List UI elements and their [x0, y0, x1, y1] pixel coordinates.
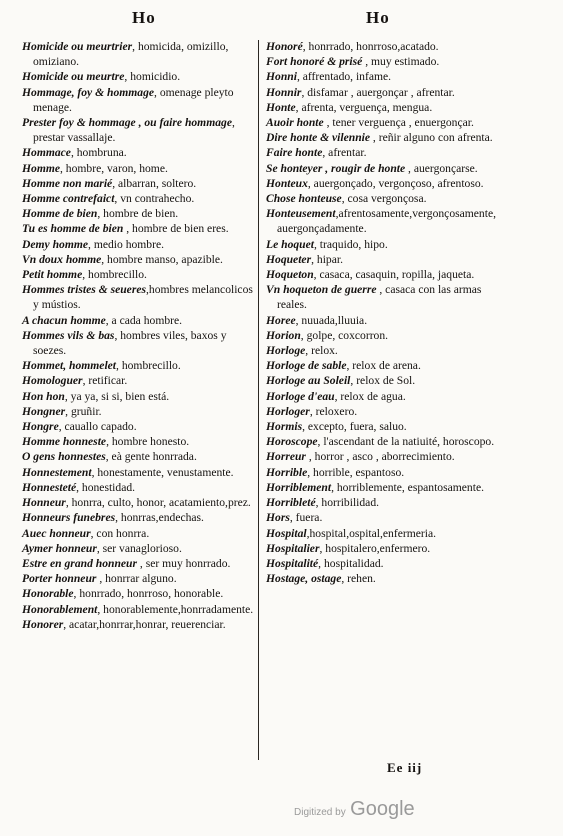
entry-definition: , golpe, coxcorron.: [300, 328, 389, 342]
entry-definition: , homicidio.: [124, 70, 181, 84]
entry-definition: , hipar.: [311, 252, 343, 266]
dictionary-entry: [266, 39, 506, 54]
dictionary-entry: [266, 313, 506, 328]
entry-headword: Tu es homme de bien: [22, 222, 124, 236]
entry-headword: Horriblement: [266, 480, 332, 494]
entry-headword: Honteusement: [266, 207, 336, 221]
entry-definition: , casaca, casaquin, ropilla, jaqueta.: [313, 268, 475, 282]
entry-definition: , cosa vergonçosa.: [341, 192, 427, 206]
dictionary-entry: [22, 419, 254, 434]
entry-headword: Hospital: [266, 526, 307, 540]
dictionary-entry: [22, 586, 254, 601]
entry-headword: Horribleté: [266, 496, 316, 510]
dictionary-entry: [22, 237, 254, 252]
entry-headword: Homologuer: [22, 374, 83, 388]
entry-definition: , reloxero.: [309, 404, 358, 418]
entry-definition: , albarran, soltero.: [112, 176, 197, 190]
dictionary-entry: [266, 267, 506, 282]
dictionary-entry: [266, 85, 506, 100]
entry-definition: , afrentar.: [322, 146, 367, 160]
entry-headword: Vn doux homme: [22, 252, 102, 266]
entry-headword: Horoscope: [266, 435, 318, 449]
entry-definition: , ya ya, si si, bien está.: [64, 389, 170, 403]
entry-definition: , reñir alguno con afrenta.: [370, 131, 493, 145]
dictionary-entry: [266, 571, 506, 586]
dictionary-entry: [22, 39, 254, 69]
entry-headword: Estre en grand honneur: [22, 556, 138, 570]
entry-headword: Fort honoré & prisé: [266, 55, 363, 69]
entry-definition: , hombruna.: [70, 146, 127, 160]
dictionary-entry: [266, 130, 506, 145]
entry-headword: Hoqueter: [266, 252, 312, 266]
entry-headword: Hors: [266, 511, 290, 525]
entry-headword: Se honteyer , rougir de honte: [266, 161, 406, 175]
entry-headword: Homicide ou meurtre: [22, 70, 125, 84]
entry-headword: Hospitalier: [266, 541, 320, 555]
entry-definition: , honrrado, honrroso,acatado.: [302, 40, 439, 53]
dictionary-entry: [266, 389, 506, 404]
entry-headword: Horee: [266, 313, 296, 327]
entry-definition: , honrrado, honrroso, honorable.: [73, 587, 224, 601]
entry-definition: , hombre de bien.: [97, 207, 179, 221]
dictionary-entry: [266, 343, 506, 358]
entry-headword: Horloge au Soleil: [266, 374, 351, 388]
signature-mark: Ee iij: [387, 760, 423, 775]
entry-definition: , honestamente, venustamente.: [91, 465, 234, 479]
dictionary-entry: [266, 419, 506, 434]
entry-headword: Vn hoqueton de guerre: [266, 283, 377, 297]
dictionary-entry: [22, 541, 254, 556]
dictionary-entry: [22, 617, 254, 632]
dictionary-entry: [266, 100, 506, 115]
entry-definition: , hospitalero,enfermero.: [319, 541, 431, 555]
entry-definition: , traquido, hipo.: [313, 237, 388, 251]
entry-definition: , retificar.: [82, 374, 128, 388]
entry-definition: , fuera.: [289, 511, 323, 525]
entry-headword: Honnir: [266, 85, 302, 99]
running-head-right: Ho: [366, 8, 390, 27]
dictionary-entry: [22, 602, 254, 617]
dictionary-entry: [266, 54, 506, 69]
dictionary-entry: [22, 495, 254, 510]
entry-definition: , hombre honesto.: [106, 435, 190, 449]
entry-headword: Homme: [22, 161, 60, 175]
entry-headword: Hommet, hommelet: [22, 359, 117, 373]
entry-definition: , hombrecillo.: [116, 359, 181, 373]
entry-definition: ,hospital,ospital,enfermeria.: [306, 526, 437, 540]
entry-definition: , cauallo capado.: [58, 420, 137, 434]
dictionary-entry: [22, 206, 254, 221]
dictionary-entry: [266, 404, 506, 419]
entry-headword: Honorer: [22, 617, 64, 631]
right-column: [266, 39, 506, 586]
entry-definition: , relox.: [305, 344, 338, 358]
dictionary-entry: [22, 282, 254, 312]
entry-definition: , hombrecillo.: [82, 268, 147, 282]
entry-definition: , honrrar alguno.: [96, 572, 177, 586]
entry-headword: Porter honneur: [22, 572, 97, 586]
entry-headword: Honneur: [22, 496, 66, 510]
entry-headword: Horloge d'eau: [266, 389, 335, 403]
entry-definition: , honestidad.: [76, 480, 136, 494]
dictionary-entry: [266, 465, 506, 480]
dictionary-entry: [22, 465, 254, 480]
entry-headword: Aymer honneur: [22, 541, 97, 555]
entry-definition: , tener verguença , enuergonçar.: [323, 116, 474, 130]
dictionary-entry: [266, 176, 506, 191]
entry-headword: Honoré: [266, 40, 303, 53]
dictionary-entry: [22, 176, 254, 191]
entry-definition: , nuuada,lluuia.: [295, 313, 368, 327]
dictionary-entry: [22, 145, 254, 160]
entry-definition: , medio hombre.: [88, 237, 165, 251]
dictionary-entry: [22, 221, 254, 236]
entry-definition: , horriblemente, espantosamente.: [331, 480, 484, 494]
dictionary-entry: [22, 373, 254, 388]
dictionary-entry: [22, 404, 254, 419]
entry-definition: , rehen.: [341, 572, 376, 586]
entry-definition: , vn contrahecho.: [114, 192, 195, 206]
dictionary-entry: [266, 358, 506, 373]
entry-headword: Hommes vils & bas: [22, 328, 115, 342]
entry-definition: , hombres viles, baxos y soezes.: [33, 328, 227, 358]
dictionary-entry: [266, 449, 506, 464]
column-divider: [258, 40, 259, 760]
entry-definition: , hospitalidad.: [318, 556, 384, 570]
dictionary-entry: [22, 69, 254, 84]
dictionary-entry: [266, 526, 506, 541]
entry-headword: Honnesteté: [22, 480, 77, 494]
entry-headword: Hommace: [22, 146, 71, 160]
entry-headword: Hongner: [22, 404, 66, 418]
dictionary-entry: [22, 449, 254, 464]
entry-headword: Demy homme: [22, 237, 89, 251]
entry-definition: , gruñir.: [65, 404, 102, 418]
dictionary-entry: [22, 556, 254, 571]
dictionary-entry: [266, 556, 506, 571]
entry-definition: , casaca con las armas reales.: [277, 283, 482, 312]
dictionary-entry: [266, 237, 506, 252]
dictionary-entry: [22, 267, 254, 282]
entry-definition: , horrible, espantoso.: [307, 465, 405, 479]
entry-definition: , muy estimado.: [362, 55, 440, 69]
dictionary-entry: [266, 510, 506, 525]
entry-definition: , honorablemente,honrradamente.: [97, 602, 254, 616]
entry-definition: , eà gente honrrada.: [105, 450, 197, 464]
entry-definition: , prestar vassallaje.: [33, 116, 235, 145]
dictionary-entry: [22, 389, 254, 404]
google-logo: Google: [350, 798, 415, 820]
entry-definition: , honrra, culto, honor, acatamiento,prez.: [65, 496, 251, 510]
entry-headword: Auec honneur: [22, 526, 91, 540]
entry-headword: Dire honte & vilennie: [266, 131, 371, 145]
entry-headword: Chose honteuse: [266, 192, 342, 206]
entry-definition: ,hombres melancolicos y mústios.: [33, 283, 253, 312]
dictionary-entry: [22, 480, 254, 495]
entry-definition: , a cada hombre.: [105, 313, 183, 327]
entry-headword: Hommage, foy & hommage: [22, 85, 155, 99]
entry-headword: Homicide ou meurtrier: [22, 40, 133, 53]
dictionary-entry: [22, 434, 254, 449]
entry-headword: Petit homme: [22, 268, 83, 282]
entry-headword: Hongre: [22, 420, 59, 434]
entry-definition: , relox de agua.: [334, 389, 406, 403]
entry-headword: Hormis: [266, 420, 303, 434]
dictionary-entry: [22, 510, 254, 525]
entry-headword: Horreur: [266, 450, 306, 464]
dictionary-entry: [266, 69, 506, 84]
entry-headword: Honorable: [22, 587, 74, 601]
entry-headword: Faire honte: [266, 146, 323, 160]
entry-definition: , con honrra.: [90, 526, 150, 540]
entry-headword: Hostage, ostage: [266, 572, 342, 586]
entry-definition: , affrentado, infame.: [296, 70, 392, 84]
dictionary-entry: [266, 161, 506, 176]
entry-headword: Auoir honte: [266, 116, 324, 130]
dictionary-entry: [266, 495, 506, 510]
entry-definition: , relox de arena.: [346, 359, 421, 373]
entry-headword: Homme de bien: [22, 207, 98, 221]
entry-definition: , disfamar , auergonçar , afrentar.: [301, 85, 455, 99]
dictionary-entry: [266, 373, 506, 388]
dictionary-entry: [22, 358, 254, 373]
entry-definition: , l'ascendant de la natiuité, horoscopo.: [317, 435, 495, 449]
dictionary-entry: [22, 313, 254, 328]
dictionary-entry: [22, 526, 254, 541]
entry-definition: , horror , asco , aborrecimiento.: [305, 450, 455, 464]
dictionary-entry: [22, 85, 254, 115]
entry-definition: , ser vanaglorioso.: [96, 541, 182, 555]
entry-headword: Homme honneste: [22, 435, 107, 449]
entry-headword: Le hoquet: [266, 237, 314, 251]
dictionary-entry: [22, 328, 254, 358]
dictionary-entry: [266, 328, 506, 343]
entry-definition: , auergonçarse.: [405, 161, 478, 175]
digitized-watermark: [294, 798, 415, 821]
entry-definition: , omenage pleyto menage.: [33, 85, 234, 114]
entry-definition: , relox de Sol.: [350, 374, 416, 388]
entry-headword: Hospitalité: [266, 556, 319, 570]
entry-headword: Honneurs funebres: [22, 511, 116, 525]
entry-headword: Horloge de sable: [266, 359, 347, 373]
entry-headword: Honteux: [266, 176, 308, 190]
entry-headword: Hoqueton: [266, 268, 314, 282]
entry-definition: , acatar,honrrar,honrar, reuerenciar.: [63, 617, 226, 631]
dictionary-entry: [266, 206, 506, 236]
left-column: [22, 39, 254, 632]
dictionary-entry: [22, 571, 254, 586]
entry-definition: , ser muy honrrado.: [137, 556, 231, 570]
entry-headword: Prester foy & hommage , ou faire hommage: [22, 116, 232, 130]
dictionary-entry: [266, 480, 506, 495]
entry-headword: Horrible: [266, 465, 308, 479]
dictionary-entry: [22, 115, 254, 145]
entry-headword: Honte: [266, 100, 296, 114]
entry-headword: Hommes tristes & seueres: [22, 283, 146, 297]
entry-headword: Honni: [266, 70, 297, 84]
running-head-left: Ho: [132, 8, 156, 27]
entry-headword: Horloger: [266, 404, 310, 418]
entry-headword: Homme non marié: [22, 176, 113, 190]
entry-headword: Horloge: [266, 344, 306, 358]
entry-definition: , hombre de bien eres.: [123, 222, 229, 236]
dictionary-entry: [266, 282, 506, 312]
entry-headword: A chacun homme: [22, 313, 106, 327]
entry-definition: , horribilidad.: [315, 496, 380, 510]
digitized-by-text: Digitized by: [294, 807, 346, 818]
dictionary-entry: [266, 191, 506, 206]
entry-definition: , hombre manso, apazible.: [101, 252, 223, 266]
entry-definition: , excepto, fuera, saluo.: [302, 420, 407, 434]
dictionary-entry: [266, 115, 506, 130]
entry-definition: , homicida, omizillo, omiziano.: [33, 40, 229, 69]
entry-headword: Honorablement: [22, 602, 98, 616]
entry-definition: , afrenta, verguença, mengua.: [295, 100, 433, 114]
dictionary-entry: [22, 252, 254, 267]
entry-headword: Horion: [266, 328, 301, 342]
entry-headword: Hon hon: [22, 389, 65, 403]
dictionary-entry: [266, 541, 506, 556]
dictionary-entry: [266, 252, 506, 267]
entry-headword: O gens honnestes: [22, 450, 106, 464]
dictionary-entry: [266, 145, 506, 160]
entry-headword: Honnestement: [22, 465, 92, 479]
dictionary-entry: [22, 161, 254, 176]
entry-definition: ,afrentosamente,vergonçosamente, auergonçadamente.: [277, 207, 496, 236]
dictionary-entry: [22, 191, 254, 206]
entry-definition: , auergonçado, vergonçoso, afrentoso.: [307, 176, 484, 190]
entry-definition: , hombre, varon, home.: [60, 161, 168, 175]
entry-headword: Homme contrefaict: [22, 192, 115, 206]
dictionary-entry: [266, 434, 506, 449]
entry-definition: , honrras,endechas.: [115, 511, 204, 525]
